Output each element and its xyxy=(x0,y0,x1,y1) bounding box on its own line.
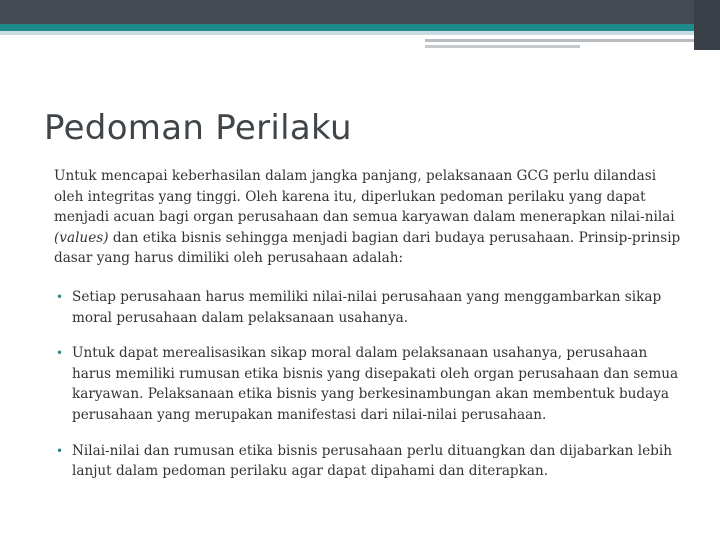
intro-text-end: dan etika bisnis sehingga menjadi bagian dari budaya perusahaan. Prinsip-prinsip dasar yang harus dimiliki oleh perusahaan adalah: xyxy=(54,229,681,267)
bullet-text: Setiap perusahaan harus memiliki nilai-nilai perusahaan yang menggambarkan sikap moral perusahaan dalam pelaksanaan usahanya. xyxy=(72,289,662,326)
header-dark-band xyxy=(0,0,720,24)
intro-text-start: Untuk mencapai keberhasilan dalam jangka panjang, pelaksanaan GCG perlu dilandasi oleh integritas yang tinggi. Oleh karena itu, diperlukan pedoman perilaku yang dapat menjadi acuan bagi organ perusahaan dan semua karyawan dalam menerapkan nilai-nilai xyxy=(54,168,675,226)
header-light-band xyxy=(0,31,694,35)
bullet-item xyxy=(54,343,684,425)
bullet-list xyxy=(54,287,684,497)
bullet-item xyxy=(54,287,684,328)
header-accent-line xyxy=(425,39,694,42)
bullet-text: Nilai-nilai dan rumusan etika bisnis perusahaan perlu dituangkan dan dijabarkan lebih lanjut dalam pedoman perilaku agar dapat dipahami dan diterapkan. xyxy=(72,442,672,480)
intro-paragraph xyxy=(54,166,684,269)
header-accent-line-short xyxy=(425,45,580,48)
header-teal-band xyxy=(0,24,694,31)
bullet-item xyxy=(54,441,684,482)
bullet-dot-icon: • xyxy=(56,443,64,458)
bullet-text: Untuk dapat merealisasikan sikap moral dalam pelaksanaan usahanya, perusahaan harus memiliki rumusan etika bisnis yang disepakati oleh organ perusahaan dan semua karyawan. Pelaksanaan etika bisnis yang berkesinambungan akan membentuk budaya perusahaan yang merupakan manifestasi dari nilai-nilai perusahaan. xyxy=(72,345,679,423)
header-corner-block xyxy=(694,0,720,50)
bullet-dot-icon: • xyxy=(56,346,64,361)
intro-italic-term: (values) xyxy=(54,229,109,246)
bullet-dot-icon: • xyxy=(56,290,64,304)
slide-title: Pedoman Perilaku xyxy=(44,108,352,148)
